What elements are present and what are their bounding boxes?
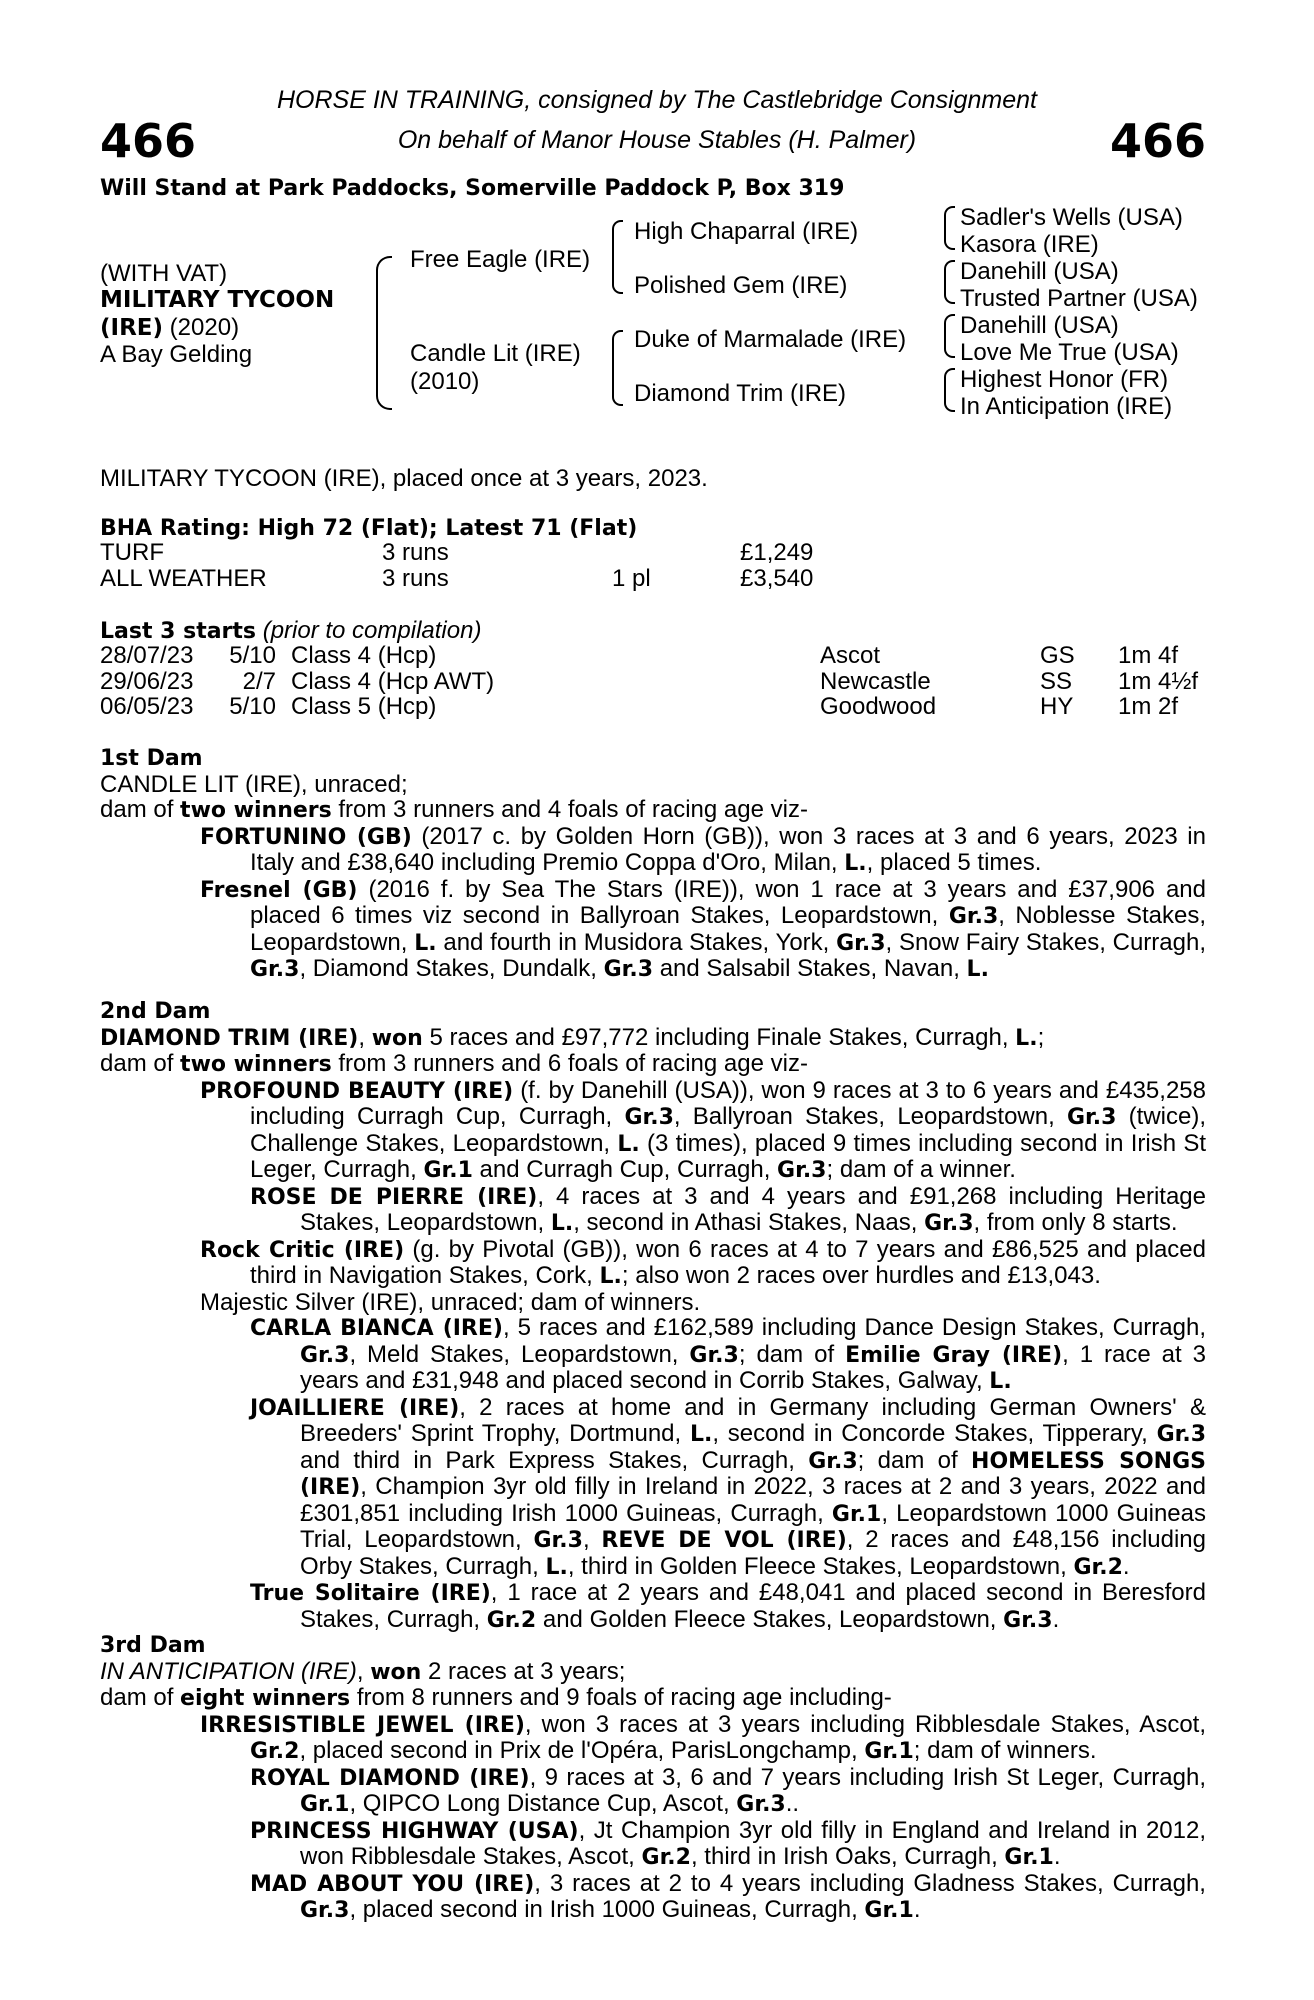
gg-7: Highest Honor (FR) — [960, 366, 1169, 393]
start-row: 28/07/23 5/10 Class 4 (Hcp) Ascot GS 1m 4f — [100, 642, 1179, 669]
plain-text: , — [582, 1526, 602, 1553]
plain-text: , placed second in Irish 1000 Guineas, Curragh, — [349, 1896, 865, 1923]
plain-text: , — [356, 1657, 371, 1685]
record-row: ALL WEATHER 3 runs 1 pl £3,540 — [100, 564, 814, 592]
progeny-entry: Majestic Silver (IRE), unraced; dam of winners. — [200, 1288, 701, 1316]
bold-text: Gr.3 — [624, 1105, 674, 1130]
pedigree-brace-g3 — [944, 314, 955, 358]
plain-text: , 1 race at 2 years and £48,041 and placed second in Beresford Stakes, Curragh, — [300, 1579, 1206, 1633]
dam-sire: Duke of Marmalade (IRE) — [634, 326, 907, 353]
progeny-entry — [100, 1237, 1206, 1290]
last-starts-title: Last 3 starts (prior to compilation) — [100, 617, 482, 644]
bold-text: MAD ABOUT YOU (IRE) — [250, 1871, 535, 1897]
bold-text: Gr.3 — [689, 1342, 739, 1368]
progeny-entry — [100, 1580, 1206, 1633]
bold-text: L. — [689, 1422, 713, 1447]
progeny-entry — [100, 1395, 1206, 1581]
plain-text: (2016 f. by Sea The Stars (IRE)), won 1 race at 3 years and £37,906 and placed 6 times viz second in Ballyroan Stakes, Leopardstown, — [250, 875, 1206, 929]
bold-text: FORTUNINO (GB) — [200, 824, 412, 850]
last-starts-table — [100, 643, 1206, 721]
gg-1: Sadler's Wells (USA) — [960, 204, 1183, 231]
bold-text: Emilie Gray (IRE) — [845, 1342, 1063, 1368]
plain-text: (twice), Challenge Stakes, Leopardstown, — [250, 1103, 1206, 1157]
plain-text: , Meld Stakes, Leopardstown, — [349, 1340, 690, 1368]
bold-text: Gr.1 — [423, 1158, 473, 1183]
bold-text: Gr.3 — [736, 1792, 786, 1817]
lot-number-right: 466 — [1109, 114, 1206, 168]
pedigree-brace-dam — [612, 330, 623, 406]
plain-text: , Noblesse Stakes, Leopardstown, — [250, 902, 1207, 956]
bold-text: L. — [545, 1554, 568, 1580]
bold-text: L. — [599, 1264, 622, 1289]
dam-line — [100, 1659, 1206, 1686]
horse-name: MILITARY TYCOON — [100, 287, 335, 313]
dam-line: CANDLE LIT (IRE), unraced; — [100, 770, 408, 798]
plain-text: . — [1053, 1843, 1061, 1870]
plain-text: ; dam of — [738, 1340, 846, 1368]
plain-text: ; dam of — [857, 1446, 972, 1474]
bold-text: Gr.3 — [533, 1528, 583, 1553]
bold-text: Rock Critic (IRE) — [200, 1237, 405, 1263]
plain-text: , third in Irish Oaks, Curragh, — [690, 1843, 1005, 1870]
stand-location: Will Stand at Park Paddocks, Somerville Paddock P, Box 319 — [100, 176, 845, 201]
bold-text: ROSE DE PIERRE (IRE) — [250, 1184, 538, 1210]
bold-text: Gr.2 — [1073, 1554, 1123, 1580]
bold-text: Gr.1 — [1004, 1845, 1054, 1870]
sire: Free Eagle (IRE) — [410, 246, 591, 273]
progeny-entry — [100, 1871, 1206, 1924]
dam-produce-line: dam of eight winners from 8 runners and 9 foals of racing age including- — [100, 1684, 892, 1711]
bold-text: Gr.3 — [1067, 1105, 1117, 1130]
pedigree-brace-sire — [612, 220, 623, 294]
italic-text: IN ANTICIPATION (IRE) — [100, 1657, 357, 1685]
pedigree-brace-g4 — [944, 368, 955, 412]
plain-text: .. — [785, 1790, 800, 1817]
bold-text: PROFOUND BEAUTY (IRE) — [200, 1078, 514, 1104]
bold-text: Gr.3 — [948, 904, 999, 929]
bold-text: Gr.3 — [836, 930, 886, 956]
plain-text: and fourth in Musidora Stakes, York, — [436, 928, 837, 956]
race-summary: MILITARY TYCOON (IRE), placed once at 3 years, 2023. — [100, 465, 708, 492]
plain-text: , 2 races and £48,156 including Orby Stakes, Curragh, — [300, 1526, 1207, 1580]
career-record — [100, 540, 1206, 592]
plain-text: , Ballyroan Stakes, Leopardstown, — [673, 1103, 1067, 1130]
plain-text: , from only 8 starts. — [973, 1209, 1178, 1236]
plain-text: , 3 races at 2 to 4 years including Gladness Stakes, Curragh, — [534, 1869, 1206, 1897]
bold-text: Gr.3 — [808, 1448, 858, 1474]
progeny-entry — [100, 1078, 1206, 1184]
sire-sire: High Chaparral (IRE) — [634, 218, 859, 245]
first-dam-section — [100, 746, 1206, 983]
plain-text: ; dam of winners. — [913, 1737, 1097, 1764]
bold-text: L. — [1015, 1025, 1038, 1051]
gg-6: Love Me True (USA) — [960, 339, 1179, 366]
plain-text: (3 times), placed 9 times including second in Irish St Leger, Curragh, — [250, 1129, 1207, 1183]
plain-text: , placed second in Prix de l'Opéra, ParisLongchamp, — [299, 1737, 865, 1764]
foaling-year: (2020) — [163, 314, 240, 341]
dam-year: (2010) — [410, 368, 480, 395]
vat-label: (WITH VAT) — [100, 260, 228, 287]
progeny-entry — [100, 1315, 1206, 1395]
bold-text: JOAILLIERE (IRE) — [250, 1395, 460, 1421]
section-heading: 1st Dam — [100, 746, 203, 771]
consignor-line: HORSE IN TRAINING, consigned by The Castlebridge Consignment — [276, 86, 1038, 114]
section-heading: 3rd Dam — [100, 1633, 206, 1658]
plain-text: , third in Golden Fleece Stakes, Leopardstown, — [567, 1552, 1074, 1580]
bold-text: HOMELESS SONGS (IRE) — [300, 1448, 1207, 1500]
plain-text: , Champion 3yr old filly in Ireland in 2022, 3 races at 2 and 3 years, 2022 and £301,851 including Irish 1000 Guineas, Curragh, — [300, 1473, 1206, 1527]
pedigree-brace-g1 — [944, 206, 955, 250]
bold-text: REVE DE VOL (IRE) — [601, 1528, 847, 1553]
pedigree-brace-g2 — [944, 260, 955, 304]
plain-text: 2 races at 3 years; — [421, 1657, 626, 1685]
second-dam-section — [100, 999, 1206, 1633]
vendor-line: On behalf of Manor House Stables (H. Palmer) — [397, 126, 917, 154]
progeny-entry — [100, 877, 1206, 983]
plain-text: and Curragh Cup, Curragh, — [472, 1156, 778, 1183]
plain-text: ; — [1037, 1023, 1045, 1051]
bold-text: L. — [989, 1369, 1012, 1394]
plain-text: . — [1122, 1552, 1130, 1580]
plain-text: (2017 c. by Golden Horn (GB)), won 3 races at 3 and 6 years, 2023 in Italy and £38,640 including Premio Coppa d'Oro, Milan, — [250, 822, 1206, 876]
gg-2: Kasora (IRE) — [960, 231, 1099, 258]
bold-text: won — [371, 1025, 423, 1051]
gg-5: Danehill (USA) — [960, 312, 1119, 339]
plain-text: , QIPCO Long Distance Cup, Ascot, — [349, 1790, 737, 1817]
plain-text: , Leopardstown 1000 Guineas Trial, Leopardstown, — [300, 1499, 1206, 1553]
bold-text: PRINCESS HIGHWAY (USA) — [250, 1818, 579, 1844]
gg-8: In Anticipation (IRE) — [960, 393, 1173, 420]
third-dam-section — [100, 1633, 1206, 1924]
section-heading: 2nd Dam — [100, 999, 211, 1024]
bha-rating: BHA Rating: High 72 (Flat); Latest 71 (Flat) — [100, 516, 638, 541]
pedigree-brace-main — [376, 256, 392, 410]
bold-text: Gr.3 — [924, 1211, 974, 1236]
dam-produce-line: dam of two winners from 3 runners and 4 foals of racing age viz- — [100, 796, 808, 823]
bold-text: Gr.1 — [831, 1501, 882, 1527]
bold-text: L. — [966, 957, 989, 982]
plain-text: ; also won 2 races over hurdles and £13,043. — [621, 1262, 1101, 1289]
plain-text: , Jt Champion 3yr old filly in England and Ireland in 2012, won Ribblesdale Stakes, Ascot, — [300, 1816, 1207, 1870]
bold-text: Fresnel (GB) — [200, 877, 358, 903]
gg-3: Danehill (USA) — [960, 258, 1119, 285]
bold-text: Gr.3 — [1003, 1607, 1053, 1633]
bold-text: Gr.2 — [250, 1739, 300, 1764]
bold-text: ROYAL DIAMOND (IRE) — [250, 1765, 530, 1791]
bold-text: Gr.3 — [777, 1158, 827, 1183]
plain-text: and Golden Fleece Stakes, Leopardstown, — [536, 1605, 1004, 1633]
sire-dam: Polished Gem (IRE) — [634, 272, 848, 299]
progeny-entry — [100, 1712, 1206, 1765]
bold-text: Gr.3 — [300, 1898, 350, 1923]
plain-text: ; dam of a winner. — [826, 1156, 1016, 1183]
dam-line — [100, 1025, 1206, 1052]
start-row: 29/06/23 2/7 Class 4 (Hcp AWT) Newcastle SS 1m 4½f — [100, 667, 1199, 695]
bold-text: Gr.2 — [486, 1607, 537, 1633]
bold-text: IRRESISTIBLE JEWEL (IRE) — [200, 1712, 525, 1738]
plain-text: , — [358, 1023, 372, 1051]
bold-text: DIAMOND TRIM (IRE) — [100, 1025, 359, 1051]
plain-text: (g. by Pivotal (GB)), won 6 races at 4 to 7 years and £86,525 and placed third in Navigation Stakes, Cork, — [250, 1235, 1206, 1289]
plain-text: , placed 5 times. — [866, 849, 1042, 876]
bold-text: True Solitaire (IRE) — [250, 1581, 491, 1606]
bold-text: Gr.3 — [250, 957, 300, 982]
plain-text: , 1 race at 3 years and £31,948 and placed second in Corrib Stakes, Galway, — [300, 1340, 1206, 1394]
plain-text: , second in Concorde Stakes, Tipperary, — [712, 1420, 1157, 1447]
start-row: 06/05/23 5/10 Class 5 (Hcp) Goodwood HY 1m 2f — [100, 693, 1179, 720]
plain-text: , Diamond Stakes, Dundalk, — [299, 955, 604, 982]
plain-text: , second in Athasi Stakes, Naas, — [573, 1209, 925, 1236]
dam: Candle Lit (IRE) — [410, 340, 581, 367]
bold-text: CARLA BIANCA (IRE) — [250, 1316, 503, 1341]
horse-description: A Bay Gelding — [100, 341, 253, 368]
bold-text: Gr.3 — [603, 957, 654, 982]
bold-text: L. — [617, 1131, 640, 1157]
plain-text: and third in Park Express Stakes, Curragh, — [300, 1446, 809, 1474]
horse-name-suffix: (IRE) (2020) — [100, 314, 240, 341]
plain-text: (f. by Danehill (USA)), won 9 races at 3 to 6 years and £435,258 including Curragh Cup, Curragh, — [250, 1076, 1206, 1130]
dam-dam: Diamond Trim (IRE) — [634, 380, 847, 407]
plain-text: , Snow Fairy Stakes, Curragh, — [885, 928, 1206, 956]
plain-text: , 2 races at home and in Germany including German Owners' & Breeders' Sprint Trophy, Dortmund, — [300, 1393, 1206, 1447]
bold-text: L. — [414, 930, 437, 956]
progeny-entry — [100, 824, 1206, 877]
gg-4: Trusted Partner (USA) — [960, 285, 1198, 312]
bold-text: Gr.1 — [300, 1792, 350, 1817]
plain-text: , won 3 races at 3 years including Ribblesdale Stakes, Ascot, — [524, 1710, 1206, 1738]
progeny-entry — [100, 1818, 1206, 1871]
lot-number-left: 466 — [100, 114, 197, 168]
plain-text: . — [913, 1896, 921, 1923]
bold-text: Gr.3 — [1156, 1422, 1206, 1447]
plain-text: . — [1052, 1605, 1060, 1633]
bold-text: Gr.1 — [864, 1898, 914, 1923]
plain-text: , 4 races at 3 and 4 years and £91,268 including Heritage Stakes, Leopardstown, — [300, 1182, 1206, 1236]
record-row: TURF 3 runs £1,249 — [100, 539, 814, 566]
bold-text: L. — [844, 851, 867, 876]
plain-text: and Salsabil Stakes, Navan, — [653, 955, 967, 982]
bold-text: L. — [550, 1211, 574, 1236]
bold-text: Gr.1 — [864, 1739, 914, 1764]
dam-produce-line: dam of two winners from 3 runners and 6 foals of racing age viz- — [100, 1050, 808, 1077]
plain-text: 5 races and £97,772 including Finale Stakes, Curragh, — [422, 1023, 1016, 1051]
plain-text: , 9 races at 3, 6 and 7 years including Irish St Leger, Curragh, — [529, 1763, 1206, 1791]
bold-text: Gr.3 — [300, 1342, 350, 1368]
bold-text: won — [370, 1659, 422, 1685]
progeny-entry — [100, 1184, 1206, 1237]
bold-text: Gr.2 — [641, 1845, 691, 1870]
progeny-entry — [100, 1765, 1206, 1818]
plain-text: , 5 races and £162,589 including Dance Design Stakes, Curragh, — [502, 1314, 1206, 1341]
